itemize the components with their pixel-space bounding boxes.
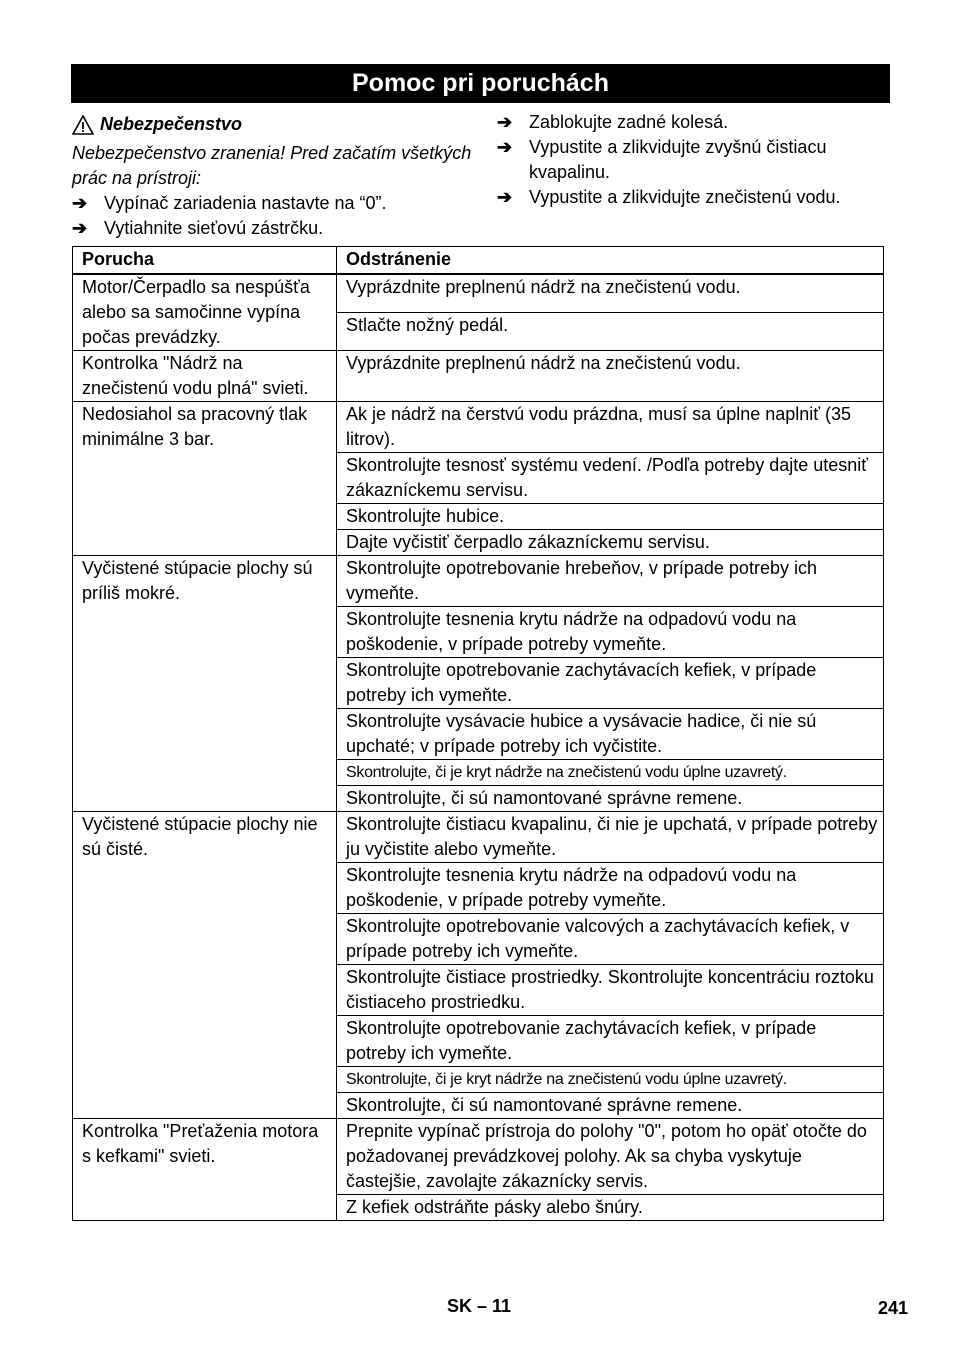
- list-item: [497, 185, 897, 210]
- fault-cell: Motor/Čerpadlo sa nespúšťa alebo sa samočinne vypína počas prevádzky.: [73, 274, 337, 351]
- header-fault: Porucha: [73, 247, 337, 275]
- remedy-cell: Skontrolujte čistiace prostriedky. Skontrolujte koncentráciu roztoku čistiaceho prostriedku.: [337, 965, 884, 1016]
- step-text: Vypínač zariadenia nastavte na “0”.: [104, 193, 387, 213]
- list-item: [72, 216, 472, 241]
- fault-cell: Vyčistené stúpacie plochy nie sú čisté.: [73, 812, 337, 1119]
- arrow-right-icon: ➔: [497, 112, 513, 132]
- fault-cell: Nedosiahol sa pracovný tlak minimálne 3 bar.: [73, 402, 337, 556]
- remedy-cell: Dajte vyčistiť čerpadlo zákazníckemu servisu.: [337, 530, 884, 556]
- remedy-cell: Skontrolujte, či sú namontované správne remene.: [337, 1093, 884, 1119]
- list-item: [497, 135, 897, 185]
- remedy-cell: Skontrolujte čistiacu kvapalinu, či nie je upchatá, v prípade potreby ju vyčistite alebo vymeňte.: [337, 812, 884, 863]
- step-text: Vypustite a zlikvidujte zvyšnú čistiacu kvapalinu.: [529, 137, 827, 182]
- remedy-cell: Skontrolujte tesnosť systému vedení. /Podľa potreby dajte utesniť zákazníckemu servisu.: [337, 453, 884, 504]
- remedy-cell: Vyprázdnite preplnenú nádrž na znečistenú vodu.: [337, 274, 884, 313]
- fault-cell: Kontrolka "Nádrž na znečistenú vodu plná" svieti.: [73, 351, 337, 402]
- remedy-cell: Vyprázdnite preplnenú nádrž na znečistenú vodu.: [337, 351, 884, 402]
- arrow-right-icon: ➔: [72, 193, 88, 213]
- remedy-cell: Skontrolujte hubice.: [337, 504, 884, 530]
- footer-page-number: 241: [878, 1298, 909, 1318]
- remedy-cell: Skontrolujte tesnenia krytu nádrže na odpadovú vodu na poškodenie, v prípade potreby vymeňte.: [337, 607, 884, 658]
- warning-triangle-icon: [72, 115, 94, 135]
- remedy-cell: Skontrolujte opotrebovanie hrebeňov, v prípade potreby ich vymeňte.: [337, 556, 884, 607]
- table-row: [73, 556, 884, 607]
- danger-heading: Nebezpečenstvo: [100, 114, 243, 134]
- danger-notice: [72, 112, 472, 241]
- step-text: Vytiahnite sieťovú zástrčku.: [104, 218, 324, 238]
- remedy-cell: Ak je nádrž na čerstvú vodu prázdna, musí sa úplne naplniť (35 litrov).: [337, 402, 884, 453]
- footer-section-label: SK – 11: [447, 1296, 512, 1316]
- remedy-cell: Skontrolujte, či sú namontované správne remene.: [337, 786, 884, 812]
- remedy-cell: Skontrolujte opotrebovanie zachytávacích kefiek, v prípade potreby ich vymeňte.: [337, 1016, 884, 1067]
- fault-cell: Vyčistené stúpacie plochy sú príliš mokré.: [73, 556, 337, 812]
- header-remedy: Odstránenie: [337, 247, 884, 275]
- step-text: Zablokujte zadné kolesá.: [529, 112, 729, 132]
- remedy-cell: Z kefiek odstráňte pásky alebo šnúry.: [337, 1195, 884, 1221]
- page-title: Pomoc pri poruchách: [71, 64, 890, 103]
- remedy-cell: Skontrolujte opotrebovanie valcových a zachytávacích kefiek, v prípade potreby ich vymeňte.: [337, 914, 884, 965]
- table-row: [73, 402, 884, 453]
- table-header-row: [73, 247, 884, 275]
- list-item: [72, 191, 472, 216]
- arrow-right-icon: ➔: [497, 187, 513, 207]
- right-steps-list: [497, 110, 897, 210]
- remedy-cell: Skontrolujte vysávacie hubice a vysávacie hadice, či nie sú upchaté; v prípade potreby ich vyčistite.: [337, 709, 884, 760]
- left-steps-list: [72, 191, 472, 241]
- arrow-right-icon: ➔: [72, 218, 88, 238]
- danger-text: Nebezpečenstvo zranenia! Pred začatím všetkých prác na prístroji:: [72, 143, 472, 188]
- remedy-cell: Stlačte nožný pedál.: [337, 313, 884, 351]
- remedy-cell: Skontrolujte, či je kryt nádrže na znečistenú vodu úplne uzavretý.: [337, 760, 884, 786]
- table-row: [73, 274, 884, 313]
- remedy-cell: Skontrolujte, či je kryt nádrže na znečistenú vodu úplne uzavretý.: [337, 1067, 884, 1093]
- step-text: Vypustite a zlikvidujte znečistenú vodu.: [529, 187, 841, 207]
- troubleshooting-table: [72, 246, 884, 1221]
- remedy-cell: Prepnite vypínač prístroja do polohy "0", potom ho opäť otočte do požadovanej prevádzkovej polohy. Ak sa chyba vyskytuje častejšie, zavolajte zákaznícky servis.: [337, 1119, 884, 1195]
- danger-heading-row: [72, 112, 472, 137]
- table-row: [73, 1119, 884, 1195]
- list-item: [497, 110, 897, 135]
- remedy-cell: Skontrolujte tesnenia krytu nádrže na odpadovú vodu na poškodenie, v prípade potreby vymeňte.: [337, 863, 884, 914]
- arrow-right-icon: ➔: [497, 137, 513, 157]
- fault-cell: Kontrolka "Preťaženia motora s kefkami" svieti.: [73, 1119, 337, 1221]
- table-row: [73, 812, 884, 863]
- table-row: [73, 351, 884, 402]
- remedy-cell: Skontrolujte opotrebovanie zachytávacích kefiek, v prípade potreby ich vymeňte.: [337, 658, 884, 709]
